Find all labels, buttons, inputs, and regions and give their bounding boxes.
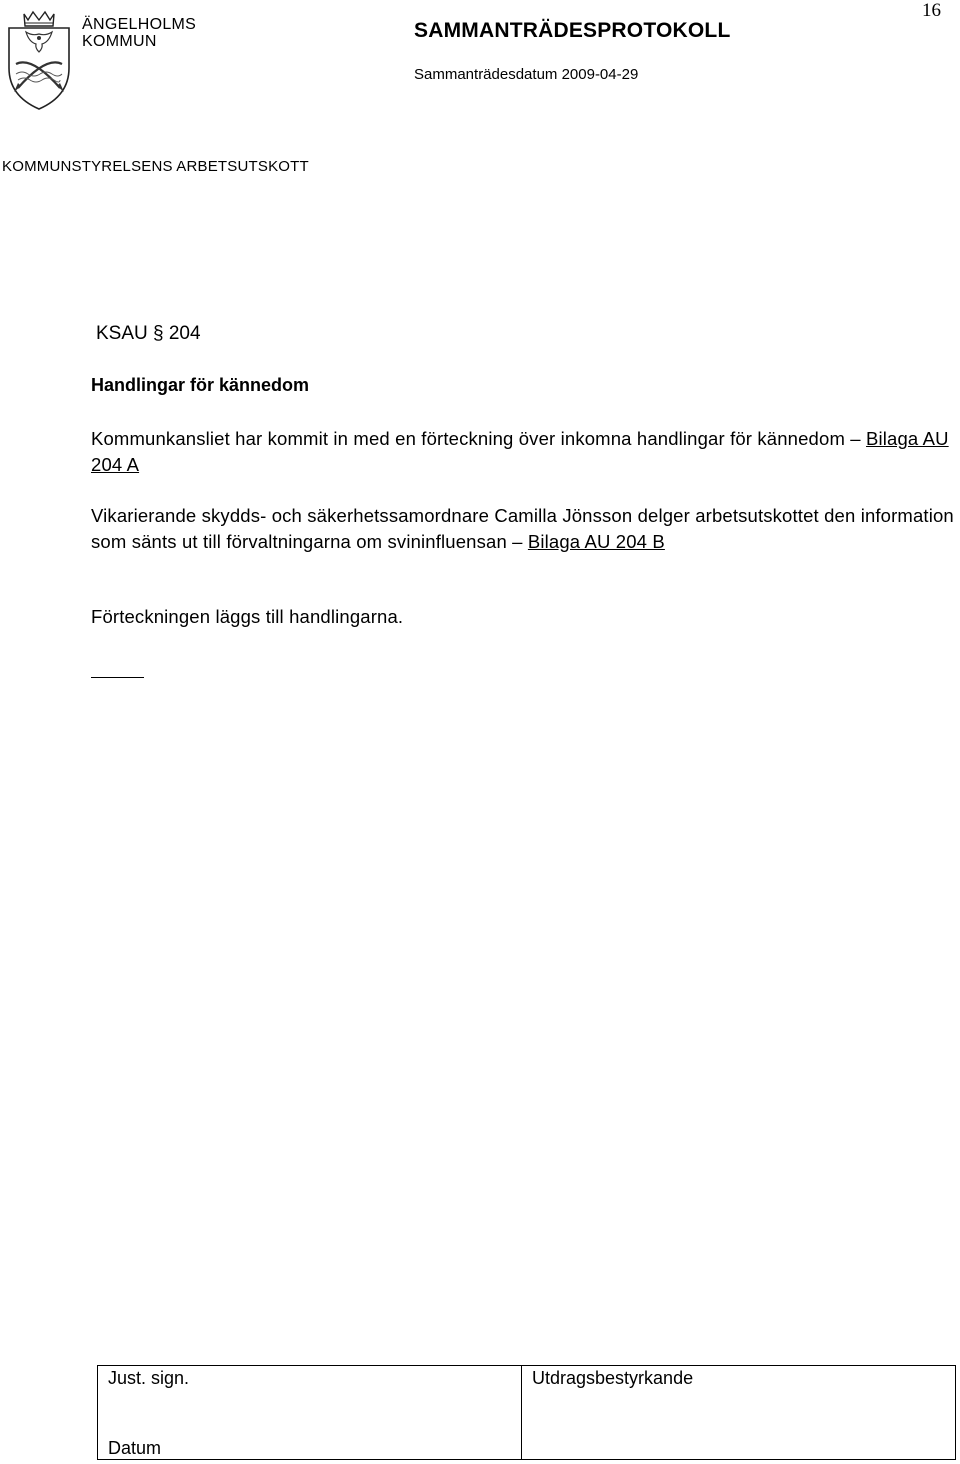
certification-label: Utdragsbestyrkande	[532, 1368, 694, 1388]
coat-of-arms-icon	[2, 8, 76, 112]
protocol-title: SAMMANTRÄDESPROTOKOLL	[414, 19, 731, 42]
municipality-name-line1: ÄNGELHOLMS	[82, 16, 197, 33]
paragraph-swine-flu-information	[91, 503, 957, 554]
meeting-date: Sammanträdesdatum 2009-04-29	[414, 66, 639, 83]
paragraph-incoming-documents	[91, 426, 957, 477]
paragraph-decision: Förteckningen läggs till handlingarna.	[91, 606, 404, 627]
signature-table	[97, 1365, 956, 1460]
committee-name: KOMMUNSTYRELSENS ARBETSUTSKOTT	[2, 158, 309, 175]
paragraph-text: Vikarierande skydds- och säkerhetssamordnare Camilla Jönsson delger arbetsutskottet den information som sänts ut till förvaltningarna om svininfluensan –	[91, 505, 954, 552]
municipality-name	[82, 16, 196, 50]
section-reference: KSAU § 204	[96, 323, 201, 344]
page-number: 16	[922, 0, 941, 21]
datum-label: Datum	[108, 1438, 162, 1458]
section-end-rule	[91, 677, 144, 678]
municipality-name-line2: KOMMUN	[82, 33, 157, 50]
paragraph-text: Kommunkansliet har kommit in med en förteckning över inkomna handlingar för kännedom –	[91, 428, 867, 449]
just-sign-label: Just. sign.	[108, 1368, 190, 1388]
section-heading: Handlingar för kännedom	[91, 375, 310, 395]
signature-table-divider	[521, 1366, 522, 1459]
attachment-link-a[interactable]: Bilaga AU 204 A	[91, 428, 949, 475]
attachment-link-b[interactable]: Bilaga AU 204 B	[527, 530, 665, 552]
